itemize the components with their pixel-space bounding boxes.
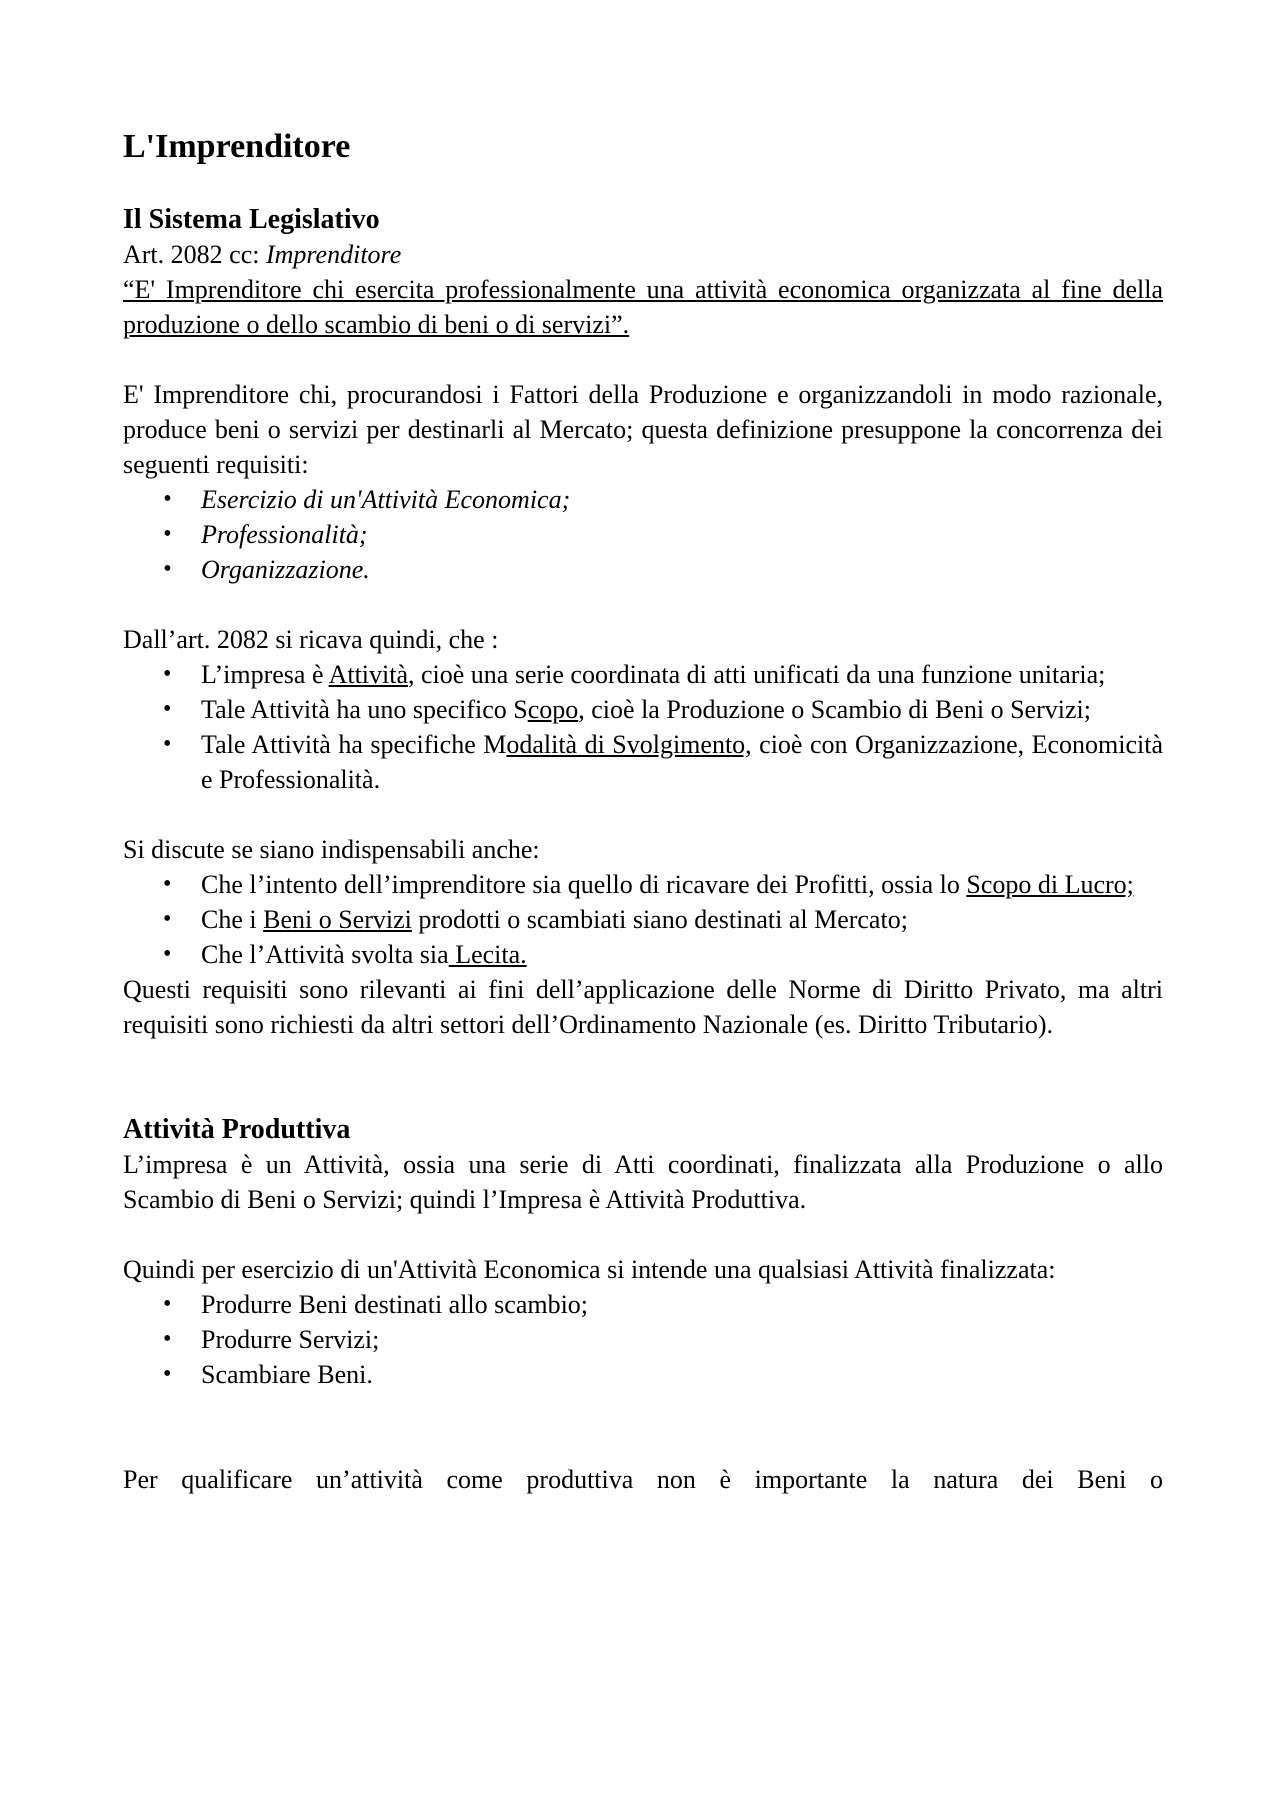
paragraph-si-discute: Si discute se siano indispensabili anche: [123,835,540,864]
bullet-icon: • [163,556,172,582]
bullet-icon: • [163,941,172,967]
document-page [123,126,1163,1497]
list-item: • Tale Attività ha uno specifico Scopo, cioè la Produzione o Scambio di Beni o Servizi; [201,692,1163,727]
bullet-icon: • [163,871,172,897]
list-item: • Produrre Beni destinati allo scambio; [201,1287,1163,1322]
bullet-icon: • [163,521,172,547]
article-reference [123,237,1163,272]
paragraph-esercizio: Quindi per esercizio di un'Attività Economica si intende una qualsiasi Attività finalizzata: [123,1255,1056,1284]
document-title: L'Imprenditore [123,128,351,165]
bullet-icon: • [163,906,172,932]
list-item: • Che l’Attività svolta sia Lecita. [201,937,1163,972]
list-item: • Organizzazione. [201,552,1163,587]
bullet-icon: • [163,1291,172,1317]
bullet-icon: • [163,1361,172,1387]
bullet-icon: • [163,661,172,687]
list-item: • Professionalità; [201,517,1163,552]
list-punti [123,657,1163,797]
bullet-icon: • [163,696,172,722]
list-item: • L’impresa è Attività, cioè una serie coordinata di atti unificati da una funzione unitaria; [201,657,1163,692]
paragraph-dall-art: Dall’art. 2082 si ricava quindi, che : [123,625,499,654]
article-name: Imprenditore [265,240,402,269]
list-item: • Produrre Servizi; [201,1322,1163,1357]
list-item: • Che l’intento dell’imprenditore sia quello di ricavare dei Profitti, ossia lo Scopo di Lucro; [201,867,1163,902]
list-item: • Tale Attività ha specifiche Modalità di Svolgimento, cioè con Organizzazione, Economicità e Professionalità. [201,727,1163,797]
list-item: • Scambiare Beni. [201,1357,1163,1392]
paragraph-impresa-attivita: L’impresa è un Attività, ossia una serie di Atti coordinati, finalizzata alla Produzione o allo Scambio di Beni o Servizi; quindi l’Impresa è Attività Produttiva. [123,1150,1163,1214]
paragraph-definizione: E' Imprenditore chi, procurandosi i Fattori della Produzione e organizzandoli in modo razionale, produce beni o servizi per destinarli al Mercato; questa definizione presuppone la concorrenza dei seguenti requisiti: [123,380,1163,479]
list-discussi [123,867,1163,972]
list-requisiti [123,482,1163,587]
article-quote: “E' Imprenditore chi esercita professionalmente una attività economica organizzata al fine della produzione o dello scambio di beni o di servizi”. [123,275,1163,339]
bullet-icon: • [163,1326,172,1352]
paragraph-requisiti-rilevanti: Questi requisiti sono rilevanti ai fini dell’applicazione delle Norme di Diritto Privato, ma altri requisiti sono richiesti da altri settori dell’Ordinamento Nazionale (es. Diritto Tributario). [123,975,1163,1039]
list-item: • Che i Beni o Servizi prodotti o scambiati siano destinati al Mercato; [201,902,1163,937]
article-prefix: Art. 2082 cc: [123,240,266,269]
paragraph-qualificare: Per qualificare un’attività come produttiva non è importante la natura dei Beni o [123,1465,1163,1494]
section-heading-sistema-legislativo: Il Sistema Legislativo [123,204,380,235]
list-item: • Esercizio di un'Attività Economica; [201,482,1163,517]
bullet-icon: • [163,486,172,512]
list-finalita [123,1287,1163,1392]
section-heading-attivita-produttiva: Attività Produttiva [123,1114,351,1145]
bullet-icon: • [163,731,172,757]
